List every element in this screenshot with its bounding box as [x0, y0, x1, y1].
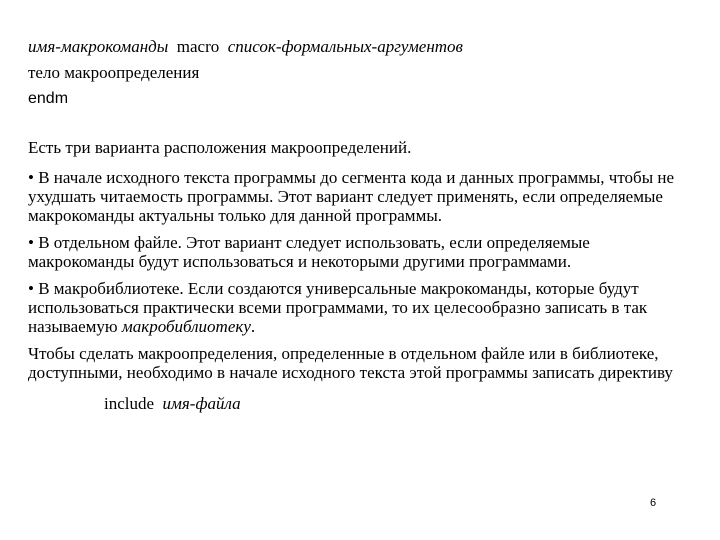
- bullet-item-1: • В начале исходного текста программы до сегмента кода и данных программы, чтобы не ухудшать читаемость программы. Этот вариант следует применять, если определяемые макрокоманды актуальны только для данной программы.: [28, 168, 675, 225]
- formal-args-placeholder: список-формальных-аргументов: [227, 37, 463, 56]
- macro-keyword: macro: [176, 37, 220, 56]
- bullet-item-3: [28, 279, 698, 336]
- include-argument: имя-файла: [162, 394, 241, 413]
- syntax-line-endm: endm: [28, 90, 69, 107]
- main-text: [28, 138, 698, 413]
- include-directive: [104, 394, 698, 413]
- syntax-line-header: [28, 34, 463, 60]
- directive-paragraph: Чтобы сделать макроопределения, определенные в отдельном файле или в библиотеке, доступными, необходимо в начале исходного текста этой программы записать директиву: [28, 344, 673, 382]
- bullet-item-2: • В отдельном файле. Этот вариант следует использовать, если определяемые макрокоманды будут использоваться и некоторыми другими программами.: [28, 233, 590, 271]
- syntax-line-body: тело макроопределения: [28, 63, 200, 82]
- bullet-3-emphasis: макробиблиотеку: [121, 317, 251, 336]
- macro-name-placeholder: имя-макрокоманды: [28, 37, 169, 56]
- intro-sentence: Есть три варианта расположения макроопределений.: [28, 138, 412, 157]
- macro-syntax-block: [28, 34, 463, 112]
- page-number: 6: [650, 497, 657, 509]
- include-keyword: include: [104, 394, 155, 413]
- bullet-3-end: .: [250, 317, 256, 336]
- bullet-3-text: • В макробиблиотеке. Если создаются универсальные макрокоманды, которые будут использоваться практически всеми программами, то их целесообразно записать в так называемую: [28, 279, 648, 336]
